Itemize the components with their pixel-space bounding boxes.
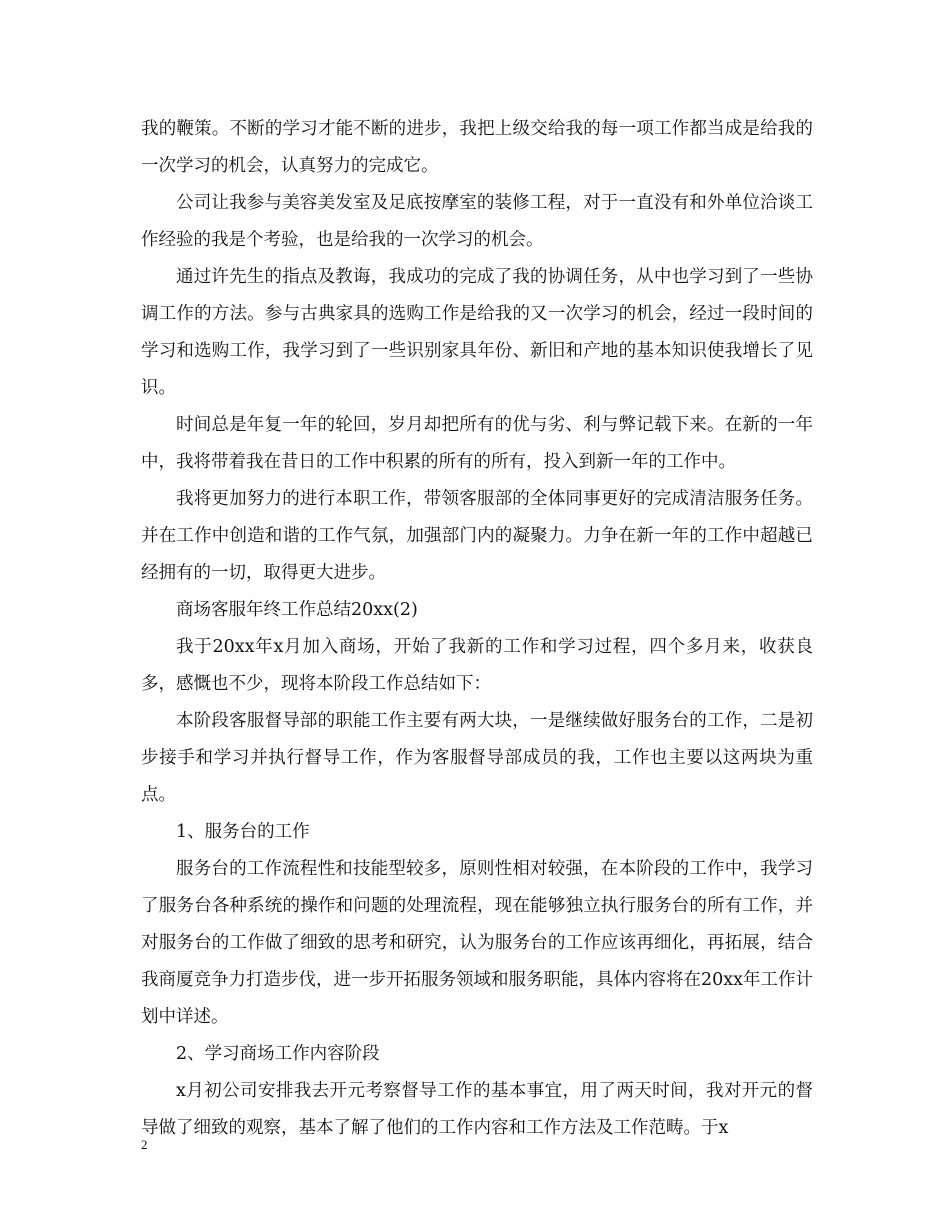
paragraph-9: x月初公司安排我去开元考察督导工作的基本事宜，用了两天时间，我对开元的督导做了细致的观察，基本了解了他们的工作内容和工作方法及工作范畴。于x <box>141 1081 813 1138</box>
paragraph-2: 公司让我参与美容美发室及足底按摩室的装修工程，对于一直没有和外单位洽谈工作经验的我是个考验，也是给我的一次学习的机会。 <box>141 193 813 250</box>
paragraph-5: 我将更加努力的进行本职工作，带领客服部的全体同事更好的完成清洁服务任务。并在工作中创造和谐的工作气氛，加强部门内的凝聚力。力争在新一年的工作中超越已经拥有的一切，取得更大进步。 <box>141 489 813 583</box>
document-body <box>141 111 813 1147</box>
page-number: 2 <box>141 1137 148 1152</box>
section-heading-learning-stage: 2、学习商场工作内容阶段 <box>176 1044 380 1064</box>
section-heading-service-desk: 1、服务台的工作 <box>176 822 310 842</box>
section-heading-summary-2: 商场客服年终工作总结20xx(2) <box>176 600 418 620</box>
paragraph-7: 本阶段客服督导部的职能工作主要有两大块，一是继续做好服务台的工作，二是初步接手和学习并执行督导工作，作为客服督导部成员的我，工作也主要以这两块为重点。 <box>141 711 813 805</box>
paragraph-1: 我的鞭策。不断的学习才能不断的进步，我把上级交给我的每一项工作都当成是给我的一次学习的机会，认真努力的完成它。 <box>141 119 813 176</box>
paragraph-4: 时间总是年复一年的轮回，岁月却把所有的优与劣、利与弊记载下来。在新的一年中，我将带着我在昔日的工作中积累的所有的所有，投入到新一年的工作中。 <box>141 415 813 472</box>
paragraph-3: 通过许先生的指点及教诲，我成功的完成了我的协调任务，从中也学习到了一些协调工作的方法。参与古典家具的选购工作是给我的又一次学习的机会，经过一段时间的学习和选购工作，我学习到了一些识别家具年份、新旧和产地的基本知识使我增长了见识。 <box>141 267 813 398</box>
paragraph-8: 服务台的工作流程性和技能型较多，原则性相对较强，在本阶段的工作中，我学习了服务台各种系统的操作和问题的处理流程，现在能够独立执行服务台的所有工作，并对服务台的工作做了细致的思考和研究，认为服务台的工作应该再细化，再拓展，结合我商厦竞争力打造步伐，进一步开拓服务领域和服务职能，具体内容将在20xx年工作计划中详述。 <box>141 859 814 1027</box>
paragraph-6: 我于20xx年x月加入商场，开始了我新的工作和学习过程，四个多月来，收获良多，感慨也不少，现将本阶段工作总结如下： <box>141 637 813 694</box>
